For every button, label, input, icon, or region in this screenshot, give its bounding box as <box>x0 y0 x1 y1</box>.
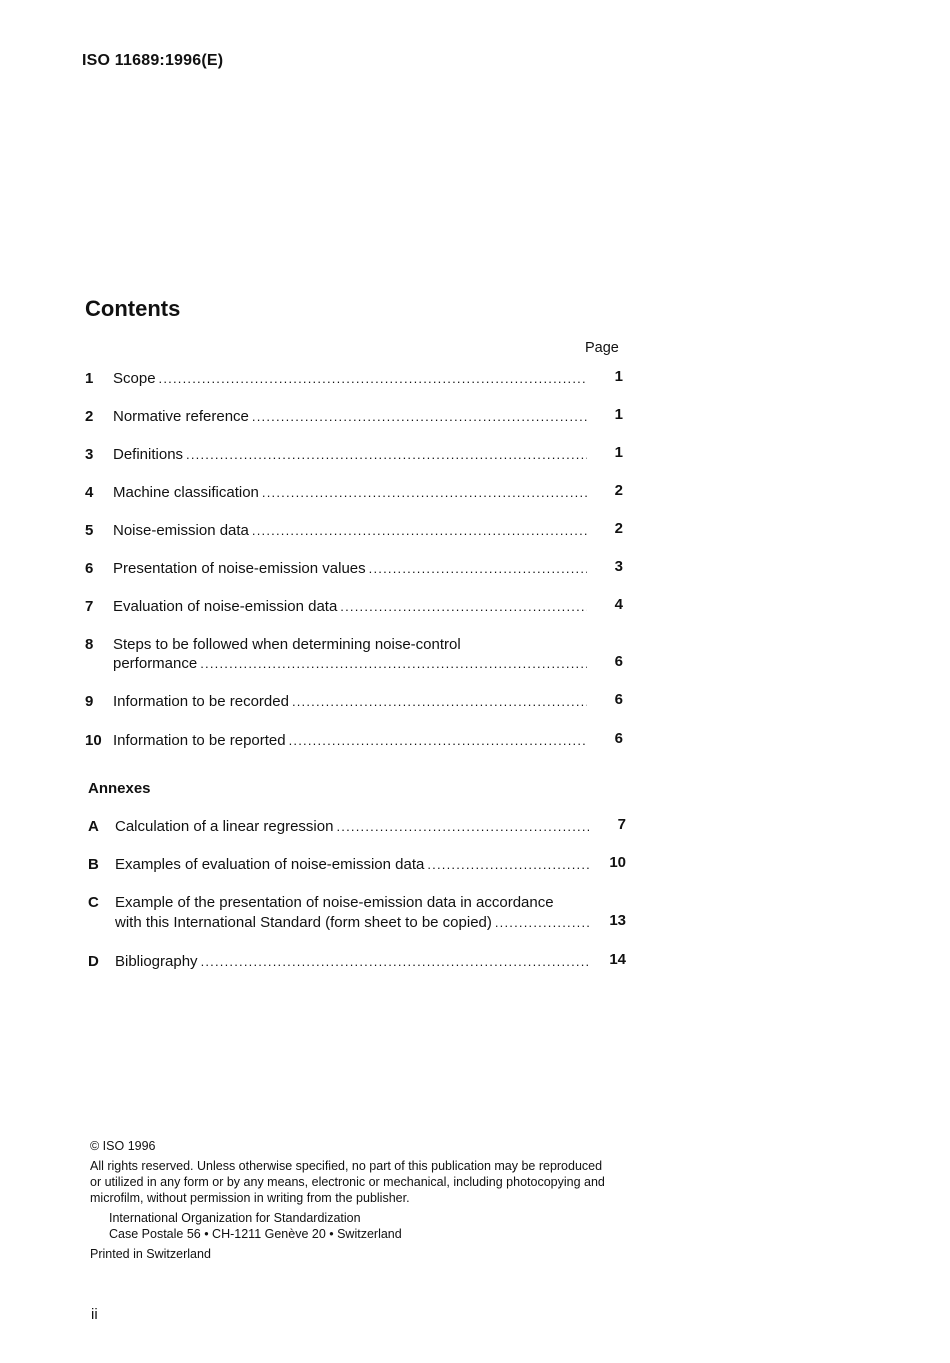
page-folio: ii <box>91 1306 98 1323</box>
toc-entry-number: 2 <box>85 408 94 425</box>
toc-annex-letter: D <box>88 953 99 970</box>
toc-entry-title: Definitions <box>113 446 184 463</box>
copyright-notice: © ISO 1996 <box>90 1139 156 1153</box>
toc-entry-title: Machine classification <box>113 484 259 501</box>
toc-annex-page: 13 <box>609 912 626 929</box>
toc-leader-dots <box>252 407 587 426</box>
copyright-block <box>90 1138 635 1262</box>
toc-annex-title-line-2: with this International Standard (form sheet to be copied) <box>115 914 492 931</box>
toc-entry-page: 2 <box>614 482 623 499</box>
toc-entry-number: 5 <box>85 522 94 539</box>
document-identifier: ISO 11689:1996(E) <box>82 52 224 69</box>
toc-entry-title: Information to be recorded <box>113 693 289 710</box>
toc-leader-dots <box>336 817 589 836</box>
toc-annex-page: 14 <box>609 951 626 968</box>
toc-annex-title: Bibliography <box>115 953 198 970</box>
toc-leader-dots <box>292 692 587 711</box>
toc-entry-page: 4 <box>614 596 623 613</box>
toc-annex-letter: C <box>88 894 99 911</box>
toc-leader-dots <box>289 731 587 750</box>
toc-entry-title-line-1: Steps to be followed when determining noise-control <box>113 636 461 653</box>
printed-in: Printed in Switzerland <box>90 1247 211 1261</box>
toc-entry-number: 1 <box>85 370 94 387</box>
organization-address: Case Postale 56 • CH-1211 Genève 20 • Switzerland <box>109 1227 402 1241</box>
annexes-heading: Annexes <box>88 780 151 797</box>
toc-annex-title: Examples of evaluation of noise-emission data <box>115 856 425 873</box>
toc-entry-title-line-2: performance <box>113 655 198 672</box>
toc-leader-dots <box>201 952 589 971</box>
toc-entry-page: 6 <box>614 691 623 708</box>
toc-leader-dots <box>262 483 587 502</box>
toc-leader-dots <box>159 369 587 388</box>
toc-entry-number: 8 <box>85 636 94 653</box>
toc-entry-page: 1 <box>614 368 623 385</box>
organization-name: International Organization for Standardization <box>109 1211 361 1225</box>
toc-entry-number: 4 <box>85 484 94 501</box>
toc-annex-page: 10 <box>609 854 626 871</box>
toc-leader-dots <box>369 559 587 578</box>
rights-statement-line-1: All rights reserved. Unless otherwise specified, no part of this publication may be reproduced <box>90 1159 603 1173</box>
page-column-label: Page <box>585 340 619 356</box>
toc-leader-dots <box>340 597 587 616</box>
contents-title: Contents <box>85 296 181 321</box>
toc-entry-page: 1 <box>614 444 623 461</box>
toc-entry-number: 7 <box>85 598 94 615</box>
rights-statement-line-3: microfilm, without permission in writing from the publisher. <box>90 1191 410 1205</box>
toc-entry-page: 6 <box>614 653 623 670</box>
toc-leader-dots <box>200 654 587 673</box>
toc-entry-page: 1 <box>614 406 623 423</box>
toc-entry-title: Noise-emission data <box>113 522 249 539</box>
toc-annex-letter: B <box>88 856 99 873</box>
toc-entry-title: Normative reference <box>113 408 249 425</box>
toc-leader-dots <box>252 521 587 540</box>
toc-entry-number: 6 <box>85 560 94 577</box>
toc-leader-dots <box>495 913 589 932</box>
toc-leader-dots <box>427 855 589 874</box>
toc-leader-dots <box>186 445 587 464</box>
toc-annex-title-line-1: Example of the presentation of noise-emission data in accordance <box>115 894 554 911</box>
toc-entry-title: Evaluation of noise-emission data <box>113 598 338 615</box>
toc-entry-number: 3 <box>85 446 94 463</box>
toc-annex-letter: A <box>88 818 99 835</box>
toc-entry-page: 6 <box>614 730 623 747</box>
toc-entry-number: 9 <box>85 693 94 710</box>
toc-entry-title: Information to be reported <box>113 732 286 749</box>
toc-annex-title: Calculation of a linear regression <box>115 818 334 835</box>
toc-entry-title: Scope <box>113 370 156 387</box>
toc-entry-title: Presentation of noise-emission values <box>113 560 366 577</box>
rights-statement-line-2: or utilized in any form or by any means, electronic or mechanical, including photocopying and <box>90 1175 605 1189</box>
toc-entry-page: 2 <box>614 520 623 537</box>
toc-entry-page: 3 <box>614 558 623 575</box>
toc-annex-page: 7 <box>617 816 626 833</box>
toc-entry-number: 10 <box>85 732 102 749</box>
